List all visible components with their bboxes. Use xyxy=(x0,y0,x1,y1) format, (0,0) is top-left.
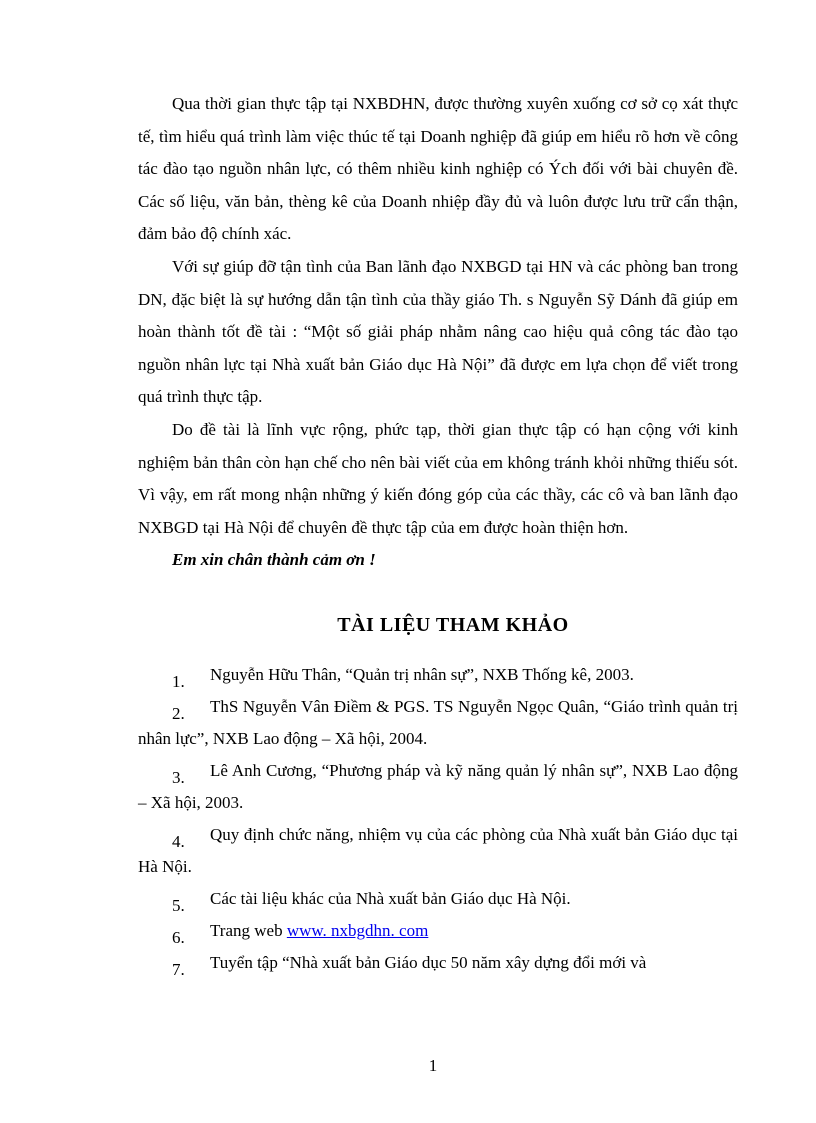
reference-number: 6. xyxy=(172,927,185,947)
reference-item xyxy=(138,915,738,947)
reference-text: Quy định chức năng, nhiệm vụ của các phòng của Nhà xuất bản Giáo dục tại Hà Nội. xyxy=(138,824,738,876)
thanks-line: Em xin chân thành cảm ơn ! xyxy=(172,550,376,570)
reference-item xyxy=(138,883,738,915)
reference-item xyxy=(138,691,738,755)
reference-text: Các tài liệu khác của Nhà xuất bản Giáo dục Hà Nội. xyxy=(210,888,571,908)
body-paragraph-3: Do đề tài là lĩnh vực rộng, phức tạp, thời gian thực tập có hạn cộng với kinh nghiệm bản thân còn hạn chế cho nên bài viết của em không tránh khỏi những thiếu sót. Vì vậy, em rất mong nhận những ý kiến đóng góp của các thầy, các cô và ban lãnh đạo NXBGD tại Hà Nội để chuyên đề thực tập của em được hoàn thiện hơn. xyxy=(138,419,738,537)
reference-text: Trang web xyxy=(210,920,287,940)
body-paragraph-1: Qua thời gian thực tập tại NXBDHN, được thường xuyên xuống cơ sở cọ xát thực tế, tìm hiểu quá trình làm việc thúc tế tại Doanh nghiệp đã giúp em hiểu rõ hơn về công tác đào tạo nguồn nhân lực, có thêm nhiều kinh nghiệp có Ých đối với bài chuyên đề. Các số liệu, văn bản, thèng kê của Doanh nhiệp đầy đủ và luôn được lưu trữ cẩn thận, đảm bảo độ chính xác. xyxy=(138,94,738,244)
reference-number: 7. xyxy=(172,959,185,979)
body-paragraph-2: Với sự giúp đỡ tận tình của Ban lãnh đạo NXBGD tại HN và các phòng ban trong DN, đặc biệt là sự hướng dẫn tận tình của thầy giáo Th. s Nguyễn Sỹ Dánh đã giúp em hoàn thành tốt đề tài : “Một số giải pháp nhằm nâng cao hiệu quả công tác đào tạo nguồn nhân lực tại Nhà xuất bản Giáo dục Hà Nội” đã được em lựa chọn để viết trong quá trình thực tập. xyxy=(138,256,738,407)
references-title: TÀI LIỆU THAM KHẢO xyxy=(337,613,569,636)
reference-text: Lê Anh Cương, “Phương pháp và kỹ năng quản lý nhân sự”, NXB Lao động – Xã hội, 2003. xyxy=(138,760,738,812)
document-page xyxy=(138,88,738,979)
reference-text: Tuyển tập “Nhà xuất bản Giáo dục 50 năm xây dựng đổi mới và xyxy=(210,952,647,972)
reference-text: Nguyễn Hữu Thân, “Quản trị nhân sự”, NXB Thống kê, 2003. xyxy=(210,664,634,684)
reference-number: 1. xyxy=(172,671,185,691)
reference-item xyxy=(138,659,738,691)
page-number: 1 xyxy=(428,1056,438,1075)
reference-number: 3. xyxy=(172,767,185,787)
website-link[interactable]: www. nxbgdhn. com xyxy=(286,920,429,940)
reference-item xyxy=(138,755,738,819)
reference-item xyxy=(138,947,738,979)
reference-item xyxy=(138,819,738,883)
reference-number: 4. xyxy=(172,831,185,851)
reference-text: ThS Nguyễn Vân Điềm & PGS. TS Nguyễn Ngọc Quân, “Giáo trình quản trị nhân lực”, NXB Lao động – Xã hội, 2004. xyxy=(138,696,738,748)
reference-number: 2. xyxy=(172,703,185,723)
reference-number: 5. xyxy=(172,895,185,915)
references-list xyxy=(138,659,738,979)
